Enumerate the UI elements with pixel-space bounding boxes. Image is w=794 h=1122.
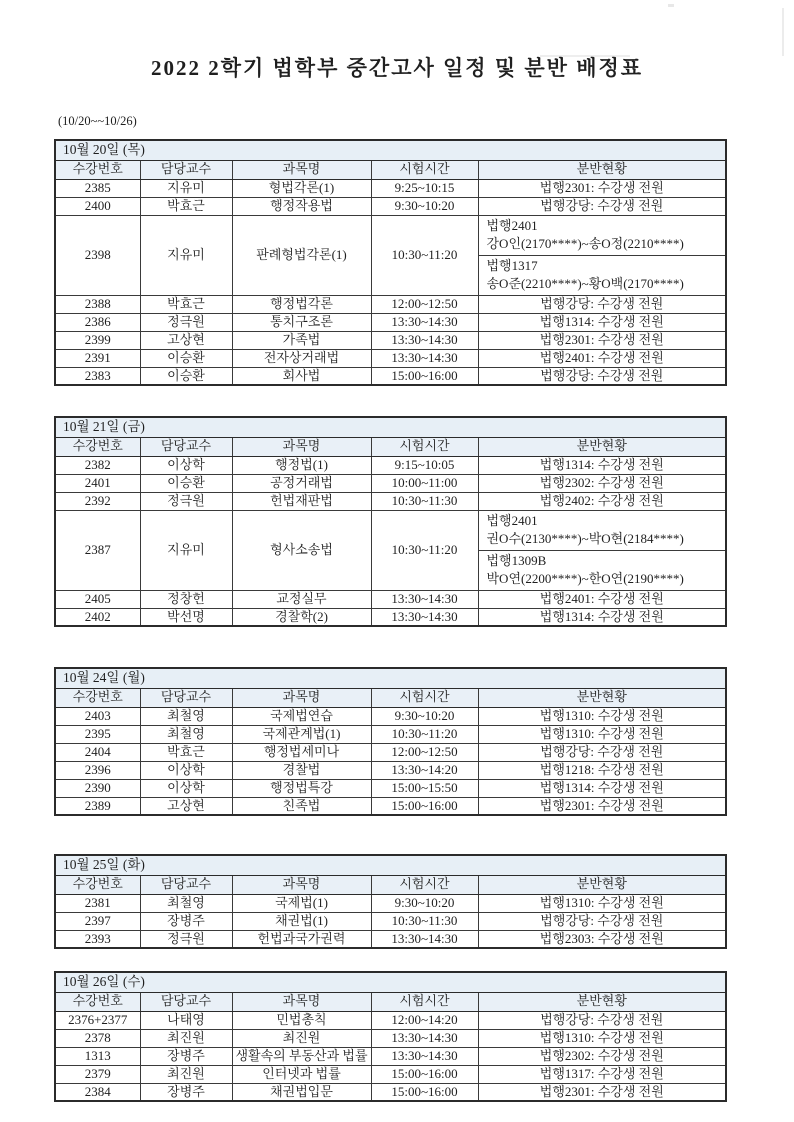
exam-table (54, 971, 727, 1102)
column-header: 시험시간 (371, 437, 478, 456)
exam-time-cell: 15:00~16:00 (371, 797, 478, 815)
exam-time-cell: 9:15~10:05 (371, 456, 478, 474)
column-header: 담당교수 (140, 437, 232, 456)
table-row (55, 797, 726, 815)
table-row (55, 894, 726, 912)
professor-cell: 최철영 (140, 894, 232, 912)
exam-time-cell: 13:30~14:20 (371, 761, 478, 779)
course-no-cell: 2392 (55, 492, 140, 510)
professor-cell: 최철영 (140, 725, 232, 743)
status-group (479, 255, 726, 295)
table-row (55, 367, 726, 385)
course-name-cell: 행정작용법 (232, 197, 371, 215)
column-header: 과목명 (232, 437, 371, 456)
course-no-cell: 2382 (55, 456, 140, 474)
student-range-label: 박O연(2200****)~한O연(2190****) (486, 570, 684, 586)
table-row (55, 456, 726, 474)
table-row (55, 590, 726, 608)
section-status-cell: 법행강당: 수강생 전원 (478, 197, 726, 215)
page-title: 2022 2학기 법학부 중간고사 일정 및 분반 배정표 (150, 56, 644, 80)
course-no-cell: 2396 (55, 761, 140, 779)
table-date-header: 10월 25일 (화) (55, 855, 726, 875)
course-name-cell: 회사법 (232, 367, 371, 385)
column-header: 수강번호 (55, 437, 140, 456)
table-row (55, 608, 726, 626)
table-row (55, 331, 726, 349)
table-row (55, 761, 726, 779)
course-no-cell: 2378 (55, 1029, 140, 1047)
exam-time-cell: 9:30~10:20 (371, 197, 478, 215)
exam-time-cell: 10:30~11:20 (371, 725, 478, 743)
table-row (55, 912, 726, 930)
section-status-cell: 법행1314: 수강생 전원 (478, 313, 726, 331)
student-range-label: 권O수(2130****)~박O현(2184****) (486, 530, 684, 546)
room-label: 법행2401 (486, 217, 538, 233)
professor-cell: 최진원 (140, 1029, 232, 1047)
exam-time-cell: 10:30~11:20 (371, 510, 478, 590)
course-name-cell: 행정법세미나 (232, 743, 371, 761)
professor-cell: 지유미 (140, 510, 232, 590)
column-header: 시험시간 (371, 160, 478, 179)
course-name-cell: 행정법특강 (232, 779, 371, 797)
scan-artifact (668, 4, 674, 7)
section-status-cell: 법행2301: 수강생 전원 (478, 797, 726, 815)
table-row (55, 725, 726, 743)
course-name-cell: 생활속의 부동산과 법률 (232, 1047, 371, 1065)
professor-cell: 최진원 (140, 1065, 232, 1083)
professor-cell: 최철영 (140, 707, 232, 725)
section-status-cell: 법행2302: 수강생 전원 (478, 474, 726, 492)
course-no-cell: 2391 (55, 349, 140, 367)
course-name-cell: 교정실무 (232, 590, 371, 608)
course-name-cell: 행정법(1) (232, 456, 371, 474)
course-name-cell: 국제법연습 (232, 707, 371, 725)
professor-cell: 정극원 (140, 313, 232, 331)
professor-cell: 이상학 (140, 779, 232, 797)
exam-time-cell: 10:30~11:30 (371, 492, 478, 510)
table-date-header: 10월 24일 (월) (55, 668, 726, 688)
professor-cell: 고상현 (140, 331, 232, 349)
status-group (479, 550, 726, 590)
course-name-cell: 민법총칙 (232, 1011, 371, 1029)
table-row (55, 1083, 726, 1101)
table-row (55, 492, 726, 510)
course-name-cell: 경찰학(2) (232, 608, 371, 626)
exam-time-cell: 12:00~14:20 (371, 1011, 478, 1029)
exam-time-cell: 15:00~16:00 (371, 367, 478, 385)
exam-time-cell: 15:00~16:00 (371, 1065, 478, 1083)
table-date-header: 10월 20일 (목) (55, 140, 726, 160)
exam-time-cell: 10:30~11:30 (371, 912, 478, 930)
status-group (479, 216, 726, 255)
room-label: 법행1317 (486, 257, 538, 273)
professor-cell: 박효근 (140, 743, 232, 761)
table-row (55, 197, 726, 215)
course-no-cell: 2376+2377 (55, 1011, 140, 1029)
course-no-cell: 2395 (55, 725, 140, 743)
section-status-cell (478, 510, 726, 590)
exam-schedule-tables (54, 139, 794, 1102)
course-no-cell: 2385 (55, 179, 140, 197)
table-row (55, 1047, 726, 1065)
course-name-cell: 인터넷과 법률 (232, 1065, 371, 1083)
course-no-cell: 2403 (55, 707, 140, 725)
table-date-header: 10월 26일 (수) (55, 972, 726, 992)
exam-time-cell: 13:30~14:30 (371, 349, 478, 367)
section-status-cell: 법행1310: 수강생 전원 (478, 1029, 726, 1047)
section-status-cell: 법행2402: 수강생 전원 (478, 492, 726, 510)
exam-time-cell: 12:00~12:50 (371, 295, 478, 313)
section-status-cell: 법행2301: 수강생 전원 (478, 179, 726, 197)
course-name-cell: 국제법(1) (232, 894, 371, 912)
exam-time-cell: 13:30~14:30 (371, 590, 478, 608)
course-name-cell: 헌법재판법 (232, 492, 371, 510)
course-no-cell: 2398 (55, 215, 140, 295)
section-status-cell: 법행강당: 수강생 전원 (478, 743, 726, 761)
exam-table (54, 667, 727, 816)
status-group (479, 511, 726, 550)
course-no-cell: 2399 (55, 331, 140, 349)
course-no-cell: 1313 (55, 1047, 140, 1065)
table-row (55, 930, 726, 948)
column-header: 과목명 (232, 160, 371, 179)
table-row (55, 313, 726, 331)
section-status-cell: 법행2401: 수강생 전원 (478, 590, 726, 608)
section-status-cell: 법행2303: 수강생 전원 (478, 930, 726, 948)
student-range-label: 강O인(2170****)~송O정(2210****) (486, 235, 684, 251)
column-header: 분반현황 (478, 688, 726, 707)
course-no-cell: 2381 (55, 894, 140, 912)
course-name-cell: 채권법입문 (232, 1083, 371, 1101)
table-row (55, 295, 726, 313)
exam-time-cell: 13:30~14:30 (371, 1047, 478, 1065)
room-label: 법행2401 (486, 512, 538, 528)
section-status-cell: 법행강당: 수강생 전원 (478, 295, 726, 313)
exam-table (54, 416, 727, 627)
course-no-cell: 2387 (55, 510, 140, 590)
professor-cell: 장병주 (140, 1083, 232, 1101)
table-row (55, 349, 726, 367)
column-header: 과목명 (232, 992, 371, 1011)
course-name-cell: 공정거래법 (232, 474, 371, 492)
column-header: 담당교수 (140, 875, 232, 894)
exam-time-cell: 10:00~11:00 (371, 474, 478, 492)
table-row (55, 707, 726, 725)
table-row (55, 179, 726, 197)
course-no-cell: 2393 (55, 930, 140, 948)
professor-cell: 장병주 (140, 1047, 232, 1065)
section-status-cell: 법행1310: 수강생 전원 (478, 707, 726, 725)
section-status-cell: 법행강당: 수강생 전원 (478, 367, 726, 385)
table-date-header: 10월 21일 (금) (55, 417, 726, 437)
course-no-cell: 2402 (55, 608, 140, 626)
course-name-cell: 채권법(1) (232, 912, 371, 930)
table-row (55, 743, 726, 761)
exam-time-cell: 15:00~15:50 (371, 779, 478, 797)
table-row (55, 779, 726, 797)
section-status-cell: 법행1314: 수강생 전원 (478, 608, 726, 626)
section-status-cell: 법행1310: 수강생 전원 (478, 894, 726, 912)
professor-cell: 이승환 (140, 367, 232, 385)
course-no-cell: 2384 (55, 1083, 140, 1101)
section-status-cell: 법행1314: 수강생 전원 (478, 779, 726, 797)
exam-time-cell: 13:30~14:30 (371, 1029, 478, 1047)
exam-time-cell: 13:30~14:30 (371, 331, 478, 349)
exam-time-cell: 9:30~10:20 (371, 707, 478, 725)
course-name-cell: 경찰법 (232, 761, 371, 779)
course-no-cell: 2388 (55, 295, 140, 313)
room-label: 법행1309B (486, 552, 547, 568)
table-row (55, 474, 726, 492)
section-status-cell: 법행2301: 수강생 전원 (478, 1083, 726, 1101)
course-name-cell: 국제관계법(1) (232, 725, 371, 743)
course-no-cell: 2386 (55, 313, 140, 331)
section-status-cell: 법행2302: 수강생 전원 (478, 1047, 726, 1065)
professor-cell: 고상현 (140, 797, 232, 815)
column-header: 분반현황 (478, 160, 726, 179)
column-header: 분반현황 (478, 992, 726, 1011)
professor-cell: 지유미 (140, 215, 232, 295)
professor-cell: 박효근 (140, 295, 232, 313)
professor-cell: 이상학 (140, 456, 232, 474)
course-name-cell: 전자상거래법 (232, 349, 371, 367)
course-name-cell: 판례형법각론(1) (232, 215, 371, 295)
professor-cell: 이상학 (140, 761, 232, 779)
course-no-cell: 2383 (55, 367, 140, 385)
column-header: 수강번호 (55, 688, 140, 707)
section-status-cell: 법행2401: 수강생 전원 (478, 349, 726, 367)
section-status-cell: 법행1310: 수강생 전원 (478, 725, 726, 743)
student-range-label: 송O준(2210****)~황O백(2170****) (486, 275, 684, 291)
course-name-cell: 가족법 (232, 331, 371, 349)
professor-cell: 정극원 (140, 492, 232, 510)
column-header: 수강번호 (55, 875, 140, 894)
table-row (55, 1065, 726, 1083)
column-header: 분반현황 (478, 875, 726, 894)
section-status-cell: 법행강당: 수강생 전원 (478, 1011, 726, 1029)
professor-cell: 장병주 (140, 912, 232, 930)
course-name-cell: 최진원 (232, 1029, 371, 1047)
column-header: 담당교수 (140, 992, 232, 1011)
scan-artifact (782, 8, 784, 56)
date-range-label: (10/20~~10/26) (58, 114, 137, 128)
professor-cell: 나태영 (140, 1011, 232, 1029)
column-header: 시험시간 (371, 688, 478, 707)
exam-time-cell: 13:30~14:30 (371, 930, 478, 948)
column-header: 담당교수 (140, 688, 232, 707)
exam-table (54, 139, 727, 386)
course-name-cell: 헌법과국가권력 (232, 930, 371, 948)
exam-time-cell: 9:30~10:20 (371, 894, 478, 912)
course-name-cell: 형사소송법 (232, 510, 371, 590)
section-status-cell (478, 215, 726, 295)
exam-time-cell: 15:00~16:00 (371, 1083, 478, 1101)
professor-cell: 박선명 (140, 608, 232, 626)
table-row (55, 1011, 726, 1029)
column-header: 과목명 (232, 688, 371, 707)
column-header: 분반현황 (478, 437, 726, 456)
exam-table (54, 854, 727, 949)
professor-cell: 이승환 (140, 474, 232, 492)
column-header: 시험시간 (371, 992, 478, 1011)
table-row (55, 1029, 726, 1047)
professor-cell: 정극원 (140, 930, 232, 948)
course-no-cell: 2405 (55, 590, 140, 608)
exam-time-cell: 13:30~14:30 (371, 608, 478, 626)
course-name-cell: 행정법각론 (232, 295, 371, 313)
exam-time-cell: 9:25~10:15 (371, 179, 478, 197)
professor-cell: 박효근 (140, 197, 232, 215)
exam-time-cell: 13:30~14:30 (371, 313, 478, 331)
course-no-cell: 2397 (55, 912, 140, 930)
course-name-cell: 친족법 (232, 797, 371, 815)
section-status-cell: 법행1314: 수강생 전원 (478, 456, 726, 474)
course-no-cell: 2379 (55, 1065, 140, 1083)
exam-time-cell: 12:00~12:50 (371, 743, 478, 761)
table-row (55, 510, 726, 590)
course-no-cell: 2389 (55, 797, 140, 815)
exam-time-cell: 10:30~11:20 (371, 215, 478, 295)
course-no-cell: 2390 (55, 779, 140, 797)
section-status-cell: 법행1218: 수강생 전원 (478, 761, 726, 779)
professor-cell: 정창헌 (140, 590, 232, 608)
course-no-cell: 2400 (55, 197, 140, 215)
course-name-cell: 통치구조론 (232, 313, 371, 331)
section-status-cell: 법행강당: 수강생 전원 (478, 912, 726, 930)
professor-cell: 이승환 (140, 349, 232, 367)
column-header: 수강번호 (55, 160, 140, 179)
course-no-cell: 2404 (55, 743, 140, 761)
course-name-cell: 형법각론(1) (232, 179, 371, 197)
professor-cell: 지유미 (140, 179, 232, 197)
section-status-cell: 법행2301: 수강생 전원 (478, 331, 726, 349)
section-status-cell: 법행1317: 수강생 전원 (478, 1065, 726, 1083)
column-header: 과목명 (232, 875, 371, 894)
course-no-cell: 2401 (55, 474, 140, 492)
column-header: 수강번호 (55, 992, 140, 1011)
scan-artifact (540, 55, 630, 57)
column-header: 담당교수 (140, 160, 232, 179)
table-row (55, 215, 726, 295)
column-header: 시험시간 (371, 875, 478, 894)
